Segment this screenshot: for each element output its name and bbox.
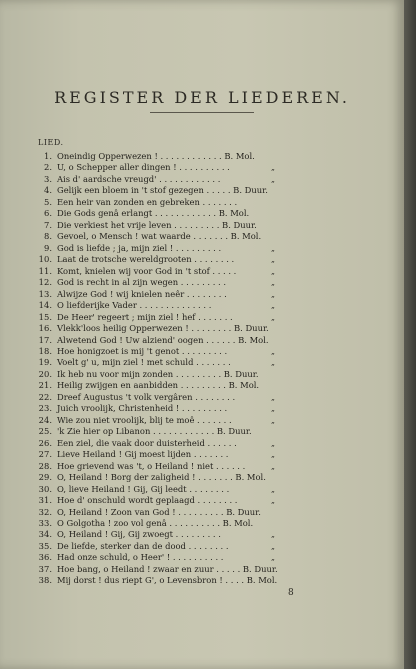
list-item — [24, 541, 314, 552]
ditto-mark: „ — [271, 255, 275, 265]
list-item — [24, 162, 314, 173]
list-item — [24, 438, 314, 449]
song-title: Heilig zwijgen en aanbidden . . . . . . . . . B. Mol. — [57, 380, 260, 391]
song-number: 7. — [44, 219, 52, 230]
song-title: God is recht in al zijn wegen . . . . . . . . . — [57, 277, 227, 288]
ditto-mark: „ — [271, 404, 275, 414]
song-title: Hoe grievend was 't, o Heiland ! niet . . . . . . — [57, 460, 246, 471]
song-number: 10. — [38, 254, 52, 265]
song-number: 30. — [38, 483, 52, 494]
song-title: Juich vroolijk, Christenheid ! . . . . . . . . . — [57, 403, 228, 414]
song-title: Had onze schuld, o Heer' ! . . . . . . . . . . — [57, 552, 224, 563]
list-item — [24, 495, 314, 506]
song-number: 19. — [38, 357, 52, 368]
song-register-list — [24, 151, 314, 587]
list-item — [24, 472, 314, 483]
list-item — [24, 185, 314, 196]
song-title: Oneindig Opperwezen ! . . . . . . . . . . . . B. Mol. — [57, 151, 255, 161]
ditto-mark: „ — [271, 163, 275, 173]
song-title: Gelijk een bloem in 't stof gezegen . . . . . B. Duur. — [57, 185, 268, 196]
list-item — [24, 461, 314, 472]
list-item — [24, 518, 314, 529]
song-title: Vlekk'loos heilig Opperwezen ! . . . . . . . . B. Duur. — [57, 323, 269, 334]
list-item — [24, 277, 314, 288]
list-item — [24, 426, 314, 437]
song-title: Wie zou niet vroolijk, blij te moê . . . . . . . — [57, 414, 232, 425]
song-title: Hoe bang, o Heiland ! zwaar en zuur . . . . . B. Duur. — [57, 563, 278, 574]
song-number: 5. — [44, 196, 52, 207]
page-number: 8 — [288, 588, 294, 598]
ditto-mark: „ — [271, 496, 275, 506]
song-title: Ik heb nu voor mijn zonden . . . . . . . . . B. Duur. — [57, 368, 259, 379]
song-number: 4. — [44, 185, 52, 196]
list-item — [24, 380, 314, 391]
song-title: O Golgotha ! zoo vol genâ . . . . . . . . . . B. Mol. — [57, 518, 254, 528]
list-item — [24, 243, 314, 254]
song-number: 18. — [38, 345, 52, 356]
song-number: 25. — [38, 426, 52, 437]
song-number: 12. — [38, 277, 52, 288]
song-number: 21. — [38, 380, 52, 391]
list-item — [24, 208, 314, 219]
list-item — [24, 220, 314, 231]
list-item — [24, 392, 314, 403]
song-number: 26. — [38, 437, 52, 448]
song-title: Komt, knielen wij voor God in 't stof . . . . . — [57, 265, 237, 276]
title-rule — [150, 112, 254, 113]
song-number: 34. — [38, 529, 52, 540]
song-number: 38. — [38, 575, 52, 586]
list-item — [24, 254, 314, 265]
ditto-mark: „ — [271, 438, 275, 448]
song-number: 31. — [38, 495, 52, 506]
song-number: 24. — [38, 414, 52, 425]
song-title: De liefde, sterker dan de dood . . . . . . . . — [57, 540, 229, 551]
song-number: 15. — [38, 311, 52, 322]
list-item — [24, 564, 314, 575]
ditto-mark: „ — [271, 174, 275, 184]
song-title: O, Heiland ! Zoon van God ! . . . . . . . . . B. Duur. — [57, 506, 261, 517]
song-title: Die Gods genâ erlangt . . . . . . . . . . . . B. Mol. — [57, 208, 250, 219]
song-number: 16. — [38, 323, 52, 334]
list-item — [24, 369, 314, 380]
song-title: Dreef Augustus 't volk vergâren . . . . . . . . — [57, 391, 236, 402]
list-item — [24, 197, 314, 208]
ditto-mark: „ — [271, 289, 275, 299]
song-title: Lieve Heiland ! Gij moest lijden . . . . . . . — [57, 449, 229, 460]
list-item — [24, 300, 314, 311]
song-number: 14. — [38, 300, 52, 311]
list-item — [24, 346, 314, 357]
ditto-mark: „ — [271, 358, 275, 368]
list-item — [24, 151, 314, 162]
list-item — [24, 507, 314, 518]
song-title: O, Heiland ! Borg der zaligheid ! . . . . . . . B. Mol. — [57, 472, 266, 483]
song-title: Hoe d' onschuld wordt geplaagd . . . . . . . . — [57, 495, 238, 506]
song-number: 37. — [38, 563, 52, 574]
list-item — [24, 312, 314, 323]
song-title: Hoe honigzoet is mij 't genot . . . . . . . . . — [57, 345, 228, 356]
list-item — [24, 266, 314, 277]
list-item — [24, 552, 314, 563]
song-number: 6. — [44, 208, 52, 219]
list-item — [24, 529, 314, 540]
song-number: 33. — [38, 518, 52, 528]
song-number: 1. — [44, 151, 52, 161]
song-title: Laat de trotsche wereldgrooten . . . . . . . . — [57, 254, 235, 265]
ditto-mark: „ — [271, 450, 275, 460]
song-number: 29. — [38, 472, 52, 483]
song-number: 27. — [38, 449, 52, 460]
song-number: 2. — [44, 162, 52, 173]
song-number: 11. — [38, 265, 52, 276]
ditto-mark: „ — [271, 541, 275, 551]
list-item — [24, 415, 314, 426]
page-title: REGISTER DER LIEDEREN. — [54, 88, 350, 107]
song-number: 36. — [38, 552, 52, 563]
ditto-mark: „ — [271, 301, 275, 311]
list-item — [24, 357, 314, 368]
list-item — [24, 403, 314, 414]
song-title: Ais d' aardsche vreugd' . . . . . . . . . . . . — [57, 173, 221, 184]
song-number: 17. — [38, 334, 52, 345]
song-title: O, Heiland ! Gij, Gij zwoegt . . . . . . . . . — [57, 529, 221, 540]
ditto-mark: „ — [271, 530, 275, 540]
ditto-mark: „ — [271, 553, 275, 563]
ditto-mark: „ — [271, 392, 275, 402]
list-item — [24, 335, 314, 346]
ditto-mark: „ — [271, 278, 275, 288]
song-title: Mij dorst ! dus riept G', o Levensbron ! . . . . B. Mol. — [57, 575, 278, 586]
song-title: U, o Schepper aller dingen ! . . . . . . . . . . — [57, 162, 230, 173]
list-item — [24, 289, 314, 300]
song-title: Een ziel, die vaak door duisterheid . . . . . . — [57, 437, 237, 448]
list-item — [24, 484, 314, 495]
list-item — [24, 323, 314, 334]
song-title: Alwijze God ! wij knielen neêr . . . . . . . . — [57, 288, 227, 299]
song-title: Die verkiest het vrije leven . . . . . . . . . B. Duur. — [57, 219, 257, 230]
song-title: 'k Zie hier op Libanon . . . . . . . . . . . . B. Duur. — [57, 426, 252, 437]
ditto-mark: „ — [271, 312, 275, 322]
song-title: O, lieve Heiland ! Gij, Gij leedt . . . . . . . . — [57, 483, 230, 494]
song-number: 28. — [38, 460, 52, 471]
ditto-mark: „ — [271, 484, 275, 494]
song-number: 32. — [38, 506, 52, 517]
song-title: De Heer' regeert ; mijn ziel ! hef . . . . . . . — [57, 311, 233, 322]
song-number: 35. — [38, 540, 52, 551]
song-title: Een heir van zonden en gebreken . . . . . . . — [57, 196, 238, 207]
song-number: 23. — [38, 403, 52, 414]
song-number: 3. — [44, 173, 52, 184]
ditto-mark: „ — [271, 243, 275, 253]
song-number: 13. — [38, 288, 52, 299]
song-title: Alwetend God ! Uw alziend' oogen . . . . . . B. Mol. — [57, 334, 269, 345]
song-number: 20. — [38, 368, 52, 379]
ditto-mark: „ — [271, 266, 275, 276]
song-title: Voelt g' u, mijn ziel ! met schuld . . . . . . . — [57, 357, 231, 368]
song-title: O liefderijke Vader . . . . . . . . . . . . . . — [57, 300, 212, 311]
song-number: 9. — [44, 242, 52, 253]
song-title: God is liefde ; ja, mijn ziel ! . . . . . . . . . — [57, 242, 222, 253]
song-title: Gevoel, o Mensch ! wat waarde . . . . . . . B. Mol. — [57, 231, 262, 242]
column-header: LIED. — [38, 138, 64, 147]
list-item — [24, 231, 314, 242]
list-item — [24, 174, 314, 185]
ditto-mark: „ — [271, 415, 275, 425]
ditto-mark: „ — [271, 461, 275, 471]
book-spine — [404, 0, 416, 669]
list-item — [24, 575, 314, 586]
song-number: 8. — [44, 231, 52, 242]
song-number: 22. — [38, 391, 52, 402]
list-item — [24, 449, 314, 460]
ditto-mark: „ — [271, 346, 275, 356]
